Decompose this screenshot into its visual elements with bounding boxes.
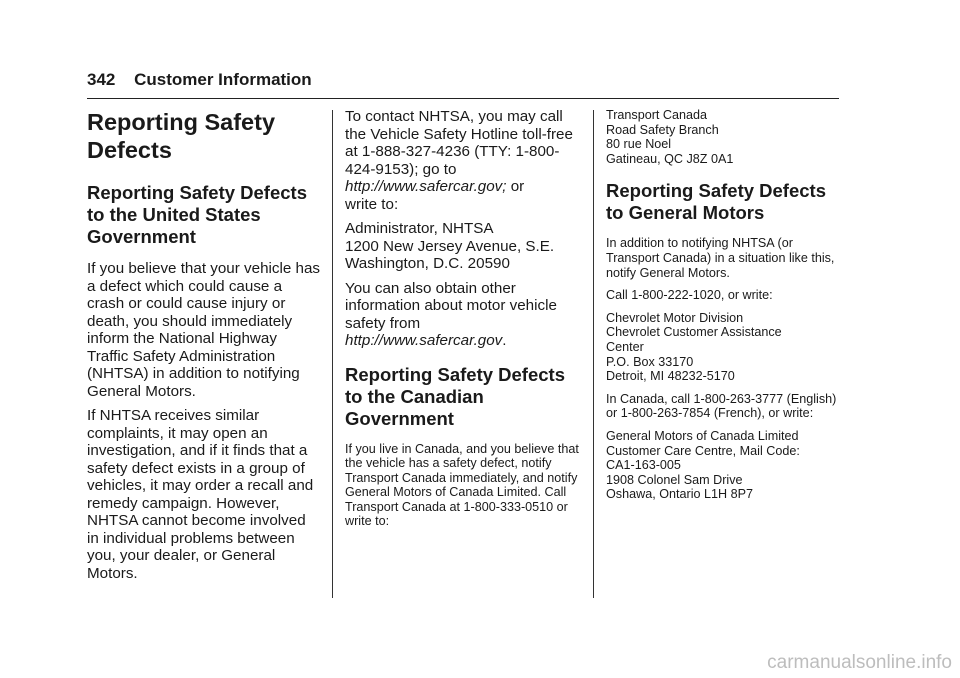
section-title: Customer Information bbox=[134, 70, 312, 89]
safercar-link-1[interactable]: http://www.safercar.gov; bbox=[345, 178, 507, 195]
page-header bbox=[87, 70, 312, 90]
gm-canada-address: General Motors of Canada Limited Customer Care Centre, Mail Code: CA1-163-005 1908 Colonel Sam Drive Oshawa, Ontario L1H 8P7 bbox=[606, 428, 800, 502]
nhtsa-address: Administrator, NHTSA 1200 New Jersey Avenue, S.E. Washington, D.C. 20590 bbox=[345, 220, 555, 272]
info-paragraph: You can also obtain other information about motor vehicle safety from http://www.safercar.gov. bbox=[345, 279, 557, 349]
us-paragraph-1: If you believe that your vehicle has a defect which could cause a crash or could cause injury or death, you should immediately inform the National Highway Traffic Safety Administration (NHTSA) in addition to notifying General Motors. bbox=[87, 260, 321, 400]
us-heading: Reporting Safety Defects to the United States Government bbox=[87, 182, 307, 247]
gm-heading: Reporting Safety Defects to General Motors bbox=[606, 180, 826, 224]
gm-paragraph-3: In Canada, call 1-800-263-3777 (English) or 1-800-263-7854 (French), or write: bbox=[606, 391, 837, 421]
watermark: carmanualsonline.info bbox=[767, 652, 952, 673]
transport-canada-address: Transport Canada Road Safety Branch 80 rue Noel Gatineau, QC J8Z 0A1 bbox=[606, 108, 734, 166]
column-divider-2 bbox=[593, 110, 594, 598]
page-number: 342 bbox=[87, 70, 116, 89]
safercar-link-2[interactable]: http://www.safercar.gov bbox=[345, 332, 503, 349]
contact-paragraph: To contact NHTSA, you may call the Vehicle Safety Hotline toll-free at 1-888-327-4236 (TTY: 1-800-424-9153); go to http://www.safercar.gov; or write to: bbox=[345, 108, 573, 213]
header-rule bbox=[87, 98, 839, 99]
us-paragraph-2: If NHTSA receives similar complaints, it may open an investigation, and if it finds that a safety defect exists in a group of vehicles, it may order a recall and remedy campaign. However, NHTSA cannot become involved in individual problems between you, your dealer, or General Motors. bbox=[87, 407, 314, 582]
column-2 bbox=[345, 108, 581, 537]
canada-heading: Reporting Safety Defects to the Canadian Government bbox=[345, 363, 565, 429]
gm-paragraph-1: In addition to notifying NHTSA (or Transport Canada) in a situation like this, notify General Motors. bbox=[606, 236, 835, 280]
chevrolet-address: Chevrolet Motor Division Chevrolet Customer Assistance Center P.O. Box 33170 Detroit, MI 48232-5170 bbox=[606, 310, 782, 384]
column-1 bbox=[87, 108, 321, 589]
page-title: Reporting Safety Defects bbox=[87, 109, 276, 163]
canada-paragraph: If you live in Canada, and you believe that the vehicle has a safety defect, notify Transport Canada immediately, and notify General Motors of Canada Limited. Call Transport Canada at 1-800-333-0510 or write to: bbox=[345, 441, 579, 529]
column-divider-1 bbox=[332, 110, 333, 598]
gm-paragraph-2: Call 1-800-222-1020, or write: bbox=[606, 288, 773, 303]
column-3 bbox=[606, 108, 842, 510]
